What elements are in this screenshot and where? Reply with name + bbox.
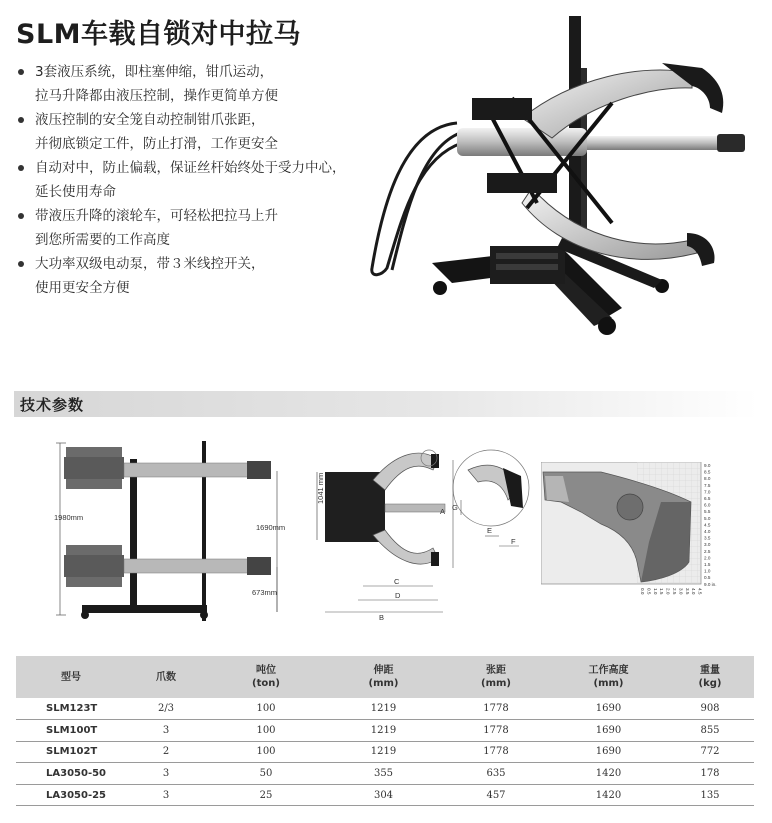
jaws-cell: 3: [162, 724, 170, 736]
spread-cell: 1778: [483, 724, 509, 736]
grid-y-axis: [704, 463, 717, 587]
model-cell: SLM100T: [46, 724, 98, 736]
spread-cell: 1778: [483, 703, 509, 715]
feature-list: [16, 60, 361, 300]
weight-cell: 772: [700, 746, 720, 758]
working-height-cell: 1420: [595, 768, 622, 780]
grid-x-tick: 0.0: [640, 588, 645, 595]
feature-item: 3套液压系统，即柱塞伸缩，钳爪运动， 拉马升降都由液压控制，操作更简单方便: [16, 60, 361, 108]
weight-cell: 135: [700, 789, 720, 801]
bullet-icon: [18, 261, 24, 267]
tonnage-cell: 100: [256, 724, 276, 736]
grid-y-tick: 5.5: [704, 509, 711, 515]
col-header-reach: 伸距 (mm): [368, 665, 399, 689]
grid-y-tick: 5.0: [704, 515, 711, 521]
tonnage-cell: 50: [259, 768, 273, 780]
grid-y-tick: 4.0: [704, 529, 711, 534]
reach-cell: 1219: [370, 703, 397, 715]
model-cell: LA3050-25: [46, 789, 107, 801]
dimension-c-label: C: [394, 577, 400, 586]
grid-x-tick: 4.0: [691, 588, 697, 595]
section-title: 技术参数: [20, 396, 85, 414]
reach-cell: 1219: [370, 746, 397, 758]
height-label: 1980mm: [54, 513, 84, 522]
working-height-label: 1690mm: [256, 523, 286, 532]
col-header-weight: 重量 (kg): [698, 665, 722, 689]
bullet-icon: [18, 213, 24, 219]
grid-y-tick: 0.5: [704, 575, 711, 581]
model-cell: SLM123T: [46, 703, 98, 715]
feature-item: 带液压升降的滚轮车，可轻松把拉马上升 到您所需要的工作高度: [16, 204, 361, 252]
grid-x-tick: 2.0: [665, 588, 671, 595]
col-header-model: 型号: [61, 671, 81, 683]
dimension-e-label: E: [487, 526, 493, 535]
frame-height-label: 1041 mm: [316, 472, 325, 504]
col-header-tonnage: 吨位 (ton): [252, 665, 280, 689]
dimension-g-label: G: [452, 503, 458, 512]
grid-x-tick: 2.5: [672, 588, 677, 595]
tonnage-cell: 100: [256, 703, 276, 715]
working-height-cell: 1690: [595, 746, 622, 758]
spread-cell: 1778: [483, 746, 509, 758]
bullet-icon: [18, 117, 24, 123]
spec-table: [16, 656, 754, 806]
grid-x-tick: 0.5: [646, 588, 652, 595]
feature-item: 液压控制的安全笼自动控制钳爪张距， 并彻底锁定工件，防止打滑，工作更安全: [16, 108, 361, 156]
dimension-d-label: D: [395, 591, 401, 600]
grid-y-tick: 2.0: [704, 555, 711, 561]
grid-y-tick: 3.0: [704, 542, 711, 548]
page-title: SLM车载自锁对中拉马: [16, 19, 302, 50]
col-header-spread: 张距 (mm): [481, 665, 511, 689]
spread-cell: 457: [486, 789, 506, 801]
dimension-a-label: A: [440, 507, 446, 516]
section-header-bar: [14, 391, 758, 417]
grid-y-tick: 7.5: [704, 482, 711, 488]
col-header-jaws: 爪数: [156, 671, 176, 683]
grid-x-tick: 1.0: [652, 588, 658, 595]
grid-y-tick: 8.0: [704, 476, 711, 482]
weight-cell: 178: [700, 768, 720, 780]
jaw-dimension-diagram: [303, 440, 533, 620]
feature-item: 大功率双级电动泵，带３米线控开关， 使用更安全方便: [16, 252, 361, 300]
working-height-cell: 1690: [595, 703, 622, 715]
grid-x-tick: 3.0: [678, 588, 684, 595]
tonnage-cell: 100: [256, 746, 276, 758]
model-cell: LA3050-50: [46, 768, 107, 780]
grid-x-tick: 4.5: [697, 588, 703, 595]
table-row: [16, 698, 754, 720]
tonnage-cell: 25: [259, 789, 273, 801]
jaws-cell: 3: [162, 768, 170, 780]
model-cell: SLM102T: [46, 746, 98, 758]
grid-y-tick: 3.5: [704, 535, 711, 541]
dimension-b-label: B: [379, 613, 385, 620]
table-row: [16, 720, 754, 742]
grid-y-tick: 1.5: [704, 562, 711, 567]
grid-x-axis: [640, 588, 703, 595]
grid-y-tick: 9.0 in.: [704, 581, 717, 587]
table-row: [16, 784, 754, 806]
jaws-cell: 2: [162, 746, 170, 758]
bullet-icon: [18, 69, 24, 75]
grid-y-tick: 2.5: [704, 548, 711, 554]
table-header-row: [16, 656, 754, 698]
height-dimension-diagram: [52, 437, 302, 625]
bullet-icon: [18, 165, 24, 171]
reach-cell: 304: [373, 789, 394, 801]
grid-y-tick: 4.5: [704, 522, 711, 528]
grid-y-tick: 8.5: [704, 469, 711, 475]
jaw-profile-grid: [541, 462, 723, 598]
jaws-cell: 2/3: [157, 703, 175, 715]
grid-x-tick: 1.5: [659, 588, 665, 595]
spread-cell: 635: [486, 768, 506, 780]
grid-y-tick: 1.0: [704, 568, 711, 574]
grid-y-tick: 9.0: [704, 463, 711, 468]
working-height-cell: 1690: [595, 724, 622, 736]
grid-y-tick: 6.0: [704, 502, 711, 508]
product-photo: [362, 8, 762, 353]
dimension-f-label: F: [511, 537, 516, 546]
reach-cell: 355: [373, 768, 394, 780]
weight-cell: 908: [700, 703, 720, 715]
grid-y-tick: 6.5: [704, 496, 711, 501]
table-row: [16, 763, 754, 785]
reach-cell: 1219: [370, 724, 397, 736]
low-height-label: 673mm: [252, 588, 278, 597]
working-height-cell: 1420: [595, 789, 622, 801]
grid-x-tick: 3.5: [684, 588, 690, 595]
col-header-working-height: 工作高度 (mm): [588, 665, 629, 689]
feature-item: 自动对中，防止偏载，保证丝杆始终处于受力中心， 延长使用寿命: [16, 156, 361, 204]
table-row: [16, 741, 754, 763]
weight-cell: 855: [700, 724, 720, 736]
grid-y-tick: 7.0: [704, 489, 711, 495]
jaws-cell: 3: [162, 789, 170, 801]
